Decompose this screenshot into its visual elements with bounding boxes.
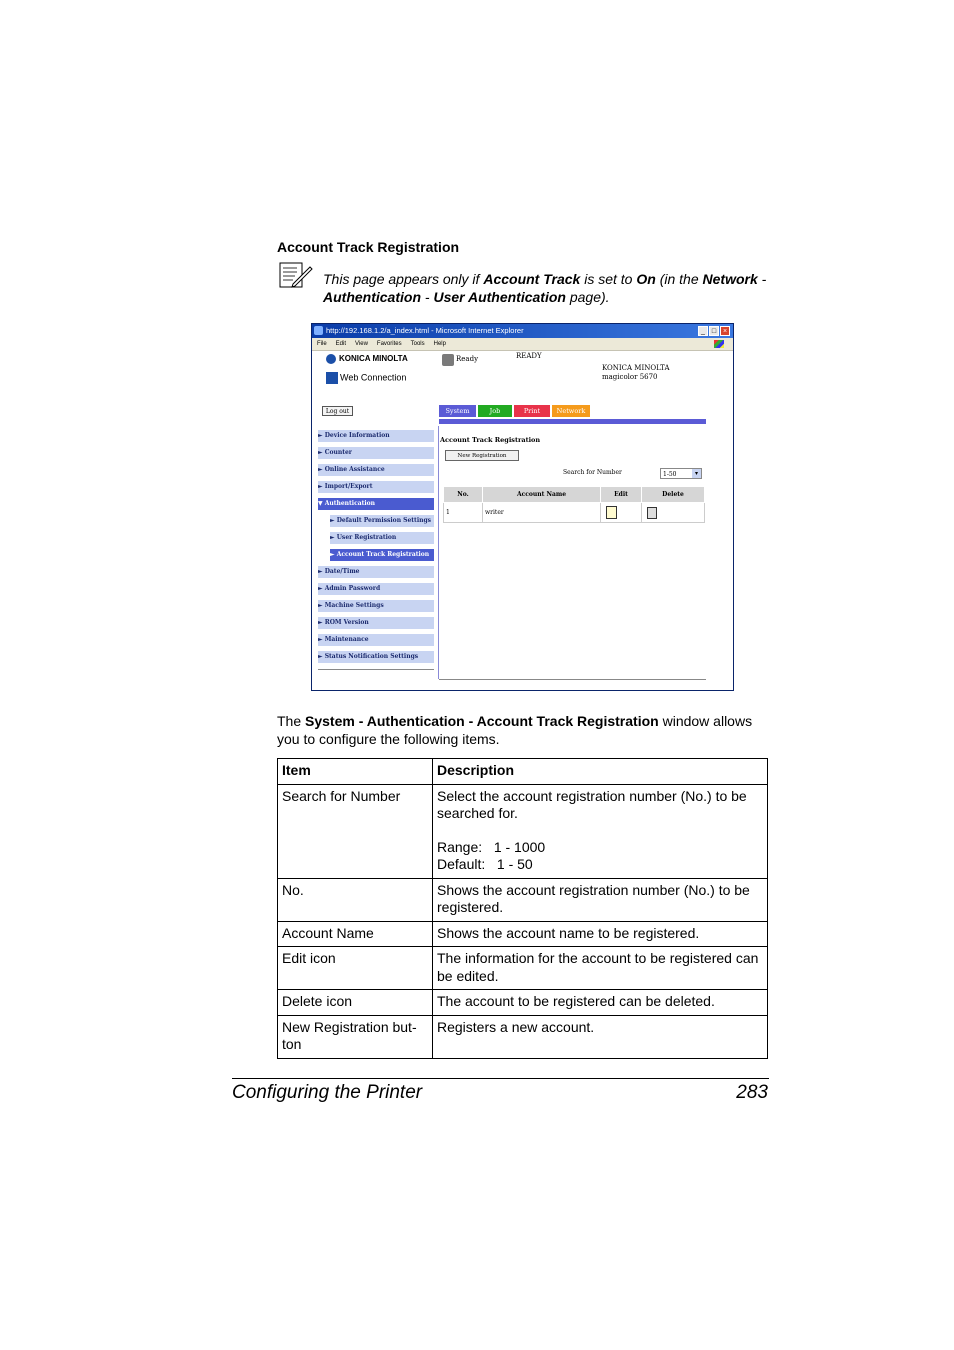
pagescope-logo: Web Connection [326,372,406,384]
ie-icon [314,326,323,335]
close-icon[interactable]: × [720,326,730,336]
table-row: Search for Number Select the account registration number (No.) to be searched for. Range: 1 - 1000 Default: 1 - 50 [278,784,768,878]
table-row: Delete icon The account to be registered can be deleted. [278,990,768,1016]
sidebar-item[interactable]: ▼ Authentication [318,498,434,510]
new-registration-button[interactable]: New Registration [445,450,519,461]
window-titlebar [312,324,733,338]
table-row: No. Shows the account registration number (No.) to be registered. [278,878,768,921]
sidebar-item[interactable]: ► Import/Export [318,481,434,493]
search-label: Search for Number [563,469,622,476]
footer-title: Configuring the Printer [232,1082,423,1103]
sidebar-item[interactable]: ► ROM Version [318,617,434,629]
sidebar-item[interactable]: ► Online Assistance [318,464,434,476]
sidebar-item[interactable]: ► Status Notification Settings [318,651,434,663]
tab-underline [439,419,706,424]
menu-favorites[interactable]: Favorites [376,341,402,347]
edit-icon[interactable] [606,506,617,519]
col-no: No. [444,487,483,503]
menu-file[interactable]: File [317,341,327,347]
search-select[interactable]: 1-50 ▾ [660,468,702,479]
windows-flag-icon [714,340,724,348]
menu-view[interactable]: View [355,341,368,347]
content-divider [438,426,439,679]
menu-tools[interactable]: Tools [410,341,425,347]
logout-button[interactable]: Log out [322,406,353,416]
status-right: READY [516,352,542,360]
sidebar-divider [318,669,434,670]
tab-print[interactable]: Print [514,405,550,417]
sidebar-item[interactable]: ► Counter [318,447,434,459]
sidebar-item[interactable]: ► Account Track Registration [330,549,434,561]
globe-icon [326,354,336,364]
browser-screenshot [311,323,734,691]
page-number: 283 [736,1082,768,1103]
menubar [312,338,733,351]
chevron-down-icon: ▾ [692,469,701,478]
tab-system[interactable]: System [439,405,476,417]
delete-icon[interactable] [647,507,657,519]
col-edit: Edit [601,487,642,503]
pagescope-icon [326,372,338,384]
col-description: Description [433,759,768,785]
content-bottom-rule [439,679,706,680]
note-pencil-icon [279,262,313,288]
sidebar-item[interactable]: ► Date/Time [318,566,434,578]
intro-paragraph: The System - Authentication - Account Track Registration window allows you to configure the following items. [277,713,753,747]
window-title: http://192.168.1.2/a_index.html - Microsoft Internet Explorer [326,326,524,335]
sidebar-item[interactable]: ► Maintenance [318,634,434,646]
footer-rule [232,1078,769,1079]
col-account-name: Account Name [483,487,601,503]
items-table [277,758,768,1059]
menu-edit[interactable]: Edit [335,341,347,347]
table-row: New Registration but- ton Registers a new account. [278,1015,768,1058]
status-left: Ready [456,355,479,363]
brand-logo: KONICA MINOLTA [326,354,408,364]
sidebar-item[interactable]: ► Default Permission Settings [330,515,434,527]
tab-job[interactable]: Job [478,405,512,417]
table-row: 1 writer [444,503,705,523]
model-line-2: magicolor 5670 [602,373,658,381]
col-item: Item [278,759,433,785]
sidebar-item[interactable]: ► Device Information [318,430,434,442]
tab-network[interactable]: Network [552,405,590,417]
sidebar-item[interactable]: ► User Registration [330,532,434,544]
col-delete: Delete [642,487,705,503]
sidebar-item[interactable]: ► Admin Password [318,583,434,595]
table-row: Account Name Shows the account name to be registered. [278,921,768,947]
content-title: Account Track Registration [440,436,541,444]
model-line-1: KONICA MINOLTA [602,364,670,372]
sidebar-item[interactable]: ► Machine Settings [318,600,434,612]
account-table [443,486,705,523]
minimize-icon[interactable]: _ [698,326,708,336]
maximize-icon[interactable]: □ [709,326,719,336]
table-row: Edit icon The information for the account to be registered can be edited. [278,947,768,990]
note-text: This page appears only if Account Track is set to On (in the Network - Authentication - User Authentication page). [323,271,767,305]
menu-help[interactable]: Help [433,341,446,347]
printer-icon [442,354,454,366]
section-heading: Account Track Registration [277,239,460,255]
